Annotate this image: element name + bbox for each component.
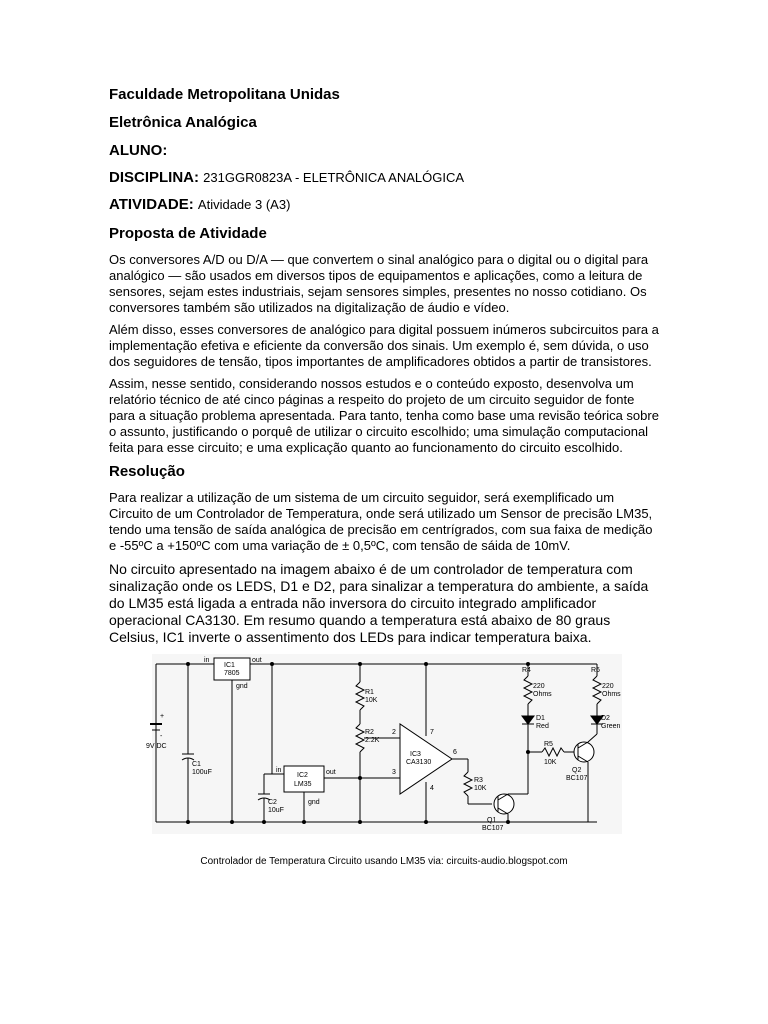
proposal-paragraph-3: Assim, nesse sentido, considerando nossos estudos e o conteúdo exposto, desenvolva um relatório técnico de até cinco páginas a respeito do projeto de um circuito seguidor de fonte para a situação problema apresentada. Para tanto, tenha como base uma revisão teórica sobre o assunto, justificando o porquê de utilizar o circuito escolhido; uma simulação computacional feita para esse circuito; e uma explicação quanto ao funcionamento do circuito escolhido. (109, 376, 659, 455)
proposal-title: Proposta de Atividade (109, 225, 267, 242)
q2-label: Q2 (572, 767, 582, 774)
r1-value: 10K (365, 697, 378, 704)
r6-ohms: Ohms (602, 691, 621, 698)
student-line: ALUNO: (109, 142, 168, 159)
r1-label: R1 (365, 689, 374, 696)
pin3-label: 3 (392, 769, 396, 776)
activity-value: Atividade 3 (A3) (197, 197, 291, 212)
ic1-out-label: out (252, 657, 262, 664)
ic2-out-label: out (326, 769, 336, 776)
discipline-value: 231GGR0823A - ELETRÔNICA ANALÓGICA (203, 170, 465, 185)
q2-part-label: BC107 (566, 775, 588, 782)
course-heading: Eletrônica Analógica (109, 114, 257, 131)
supply-minus-label: - (160, 733, 163, 740)
ic1-gnd-label: gnd (236, 683, 248, 690)
proposal-paragraph-1: Os conversores A/D ou D/A — que convertem o sinal analógico para o digital ou o digital para analógico — são usados em diversos tipos de equipamentos e aplicações, como a leitura de sensores, sejam estes industriais, sejam sensores simples, presentes no nosso cotidiano. Os conversores também são utilizados na digitalização de áudio e vídeo. (109, 252, 649, 315)
c2-value: 10uF (268, 807, 284, 814)
pin7-label: 7 (430, 729, 434, 736)
ic1-label: IC1 (224, 662, 235, 669)
resolution-title: Resolução (109, 463, 185, 480)
ic1-part-label: 7805 (224, 670, 240, 677)
resolution-paragraph-2: No circuito apresentado na imagem abaixo é de um controlador de temperatura com sinalização onde os LEDS, D1 e D2, para sinalizar a temperatura do ambiente, a saída do LM35 está ligada a entrada não inversora do circuito integrado amplificador operacional CA3130. Em resumo quando a temperatura está abaixo de 80 graus Celsius, IC1 inverte o assentimento dos LEDs para indicar temperatura baixa. (109, 561, 649, 645)
q1-part-label: BC107 (482, 825, 504, 832)
r4-value: 220 (533, 683, 545, 690)
r6-label: R6 (591, 667, 600, 674)
ic1-in-label: in (204, 657, 210, 664)
r6-value: 220 (602, 683, 614, 690)
ic2-part-label: LM35 (294, 781, 312, 788)
r3-label: R3 (474, 777, 483, 784)
q1-label: Q1 (487, 817, 497, 824)
c1-value: 100uF (192, 769, 212, 776)
r3-value: 10K (474, 785, 487, 792)
ic3-part-label: CA3130 (406, 759, 432, 766)
r5-value: 10K (544, 759, 557, 766)
d1-label: D1 (536, 715, 545, 722)
ic3-label: IC3 (410, 751, 421, 758)
d2-value: Green (601, 723, 621, 730)
r2-label: R2 (365, 729, 374, 736)
r5-label: R5 (544, 741, 553, 748)
resolution-paragraph-1: Para realizar a utilização de um sistema de um circuito seguidor, será exemplificado um Circuito de um Controlador de Temperatura, onde será utilizado um Sensor de precisão LM35, tendo uma tensão de saída analógica de precisão em centrígrados, com sua faixa de medição e -55ºC a +150ºC com uma variação de ± 0,5ºC, com tensão de sáida de 10mV. (109, 490, 653, 553)
ic2-in-label: in (276, 767, 282, 774)
pin4-label: 4 (430, 785, 434, 792)
ic2-label: IC2 (297, 772, 308, 779)
discipline-line: DISCIPLINA: 231GGR0823A - ELETRÔNICA ANALÓGICA (109, 169, 465, 186)
supply-label: 9V DC (146, 743, 167, 750)
c2-label: C2 (268, 799, 277, 806)
d1-value: Red (536, 723, 549, 730)
ic2-gnd-label: gnd (308, 799, 320, 806)
r4-label: R4 (522, 667, 531, 674)
institution-heading: Faculdade Metropolitana Unidas (109, 86, 340, 103)
d2-label: D2 (601, 715, 610, 722)
activity-line: ATIVIDADE: Atividade 3 (A3) (109, 196, 291, 213)
pin2-label: 2 (392, 729, 396, 736)
figure-caption: Controlador de Temperatura Circuito usando LM35 via: circuits-audio.blogspot.com (200, 856, 568, 867)
proposal-paragraph-2: Além disso, esses conversores de analógico para digital possuem inúmeros subcircuitos para a implementação efetiva e eficiente da conversão dos sinais. Um exemplo é, sem dúvida, o uso dos seguidores de tensão, tipos importantes de amplificadores obtidos a partir de transistores. (109, 322, 659, 369)
supply-plus-label: + (160, 713, 165, 720)
r4-ohms: Ohms (533, 691, 552, 698)
circuit-diagram (146, 654, 622, 834)
r2-value: 2.2K (365, 737, 380, 744)
pin6-label: 6 (453, 749, 457, 756)
c1-label: C1 (192, 761, 201, 768)
